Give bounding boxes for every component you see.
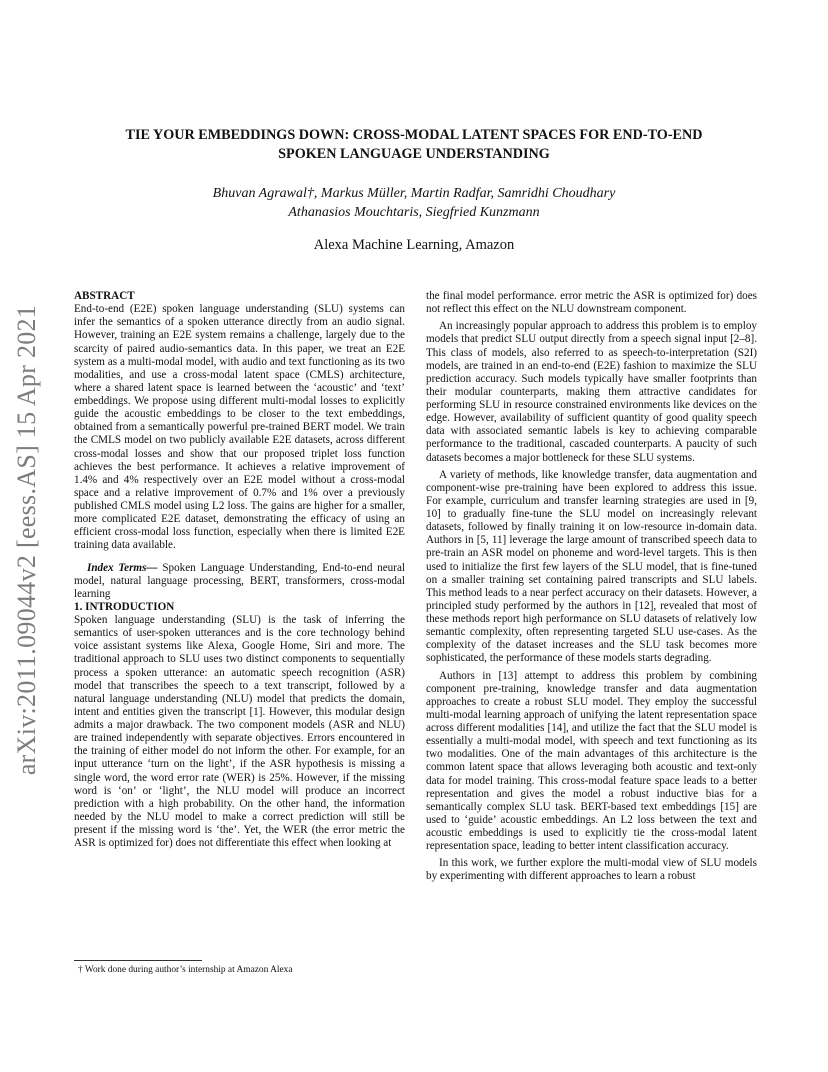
- intro-heading: 1. INTRODUCTION: [74, 600, 175, 613]
- abstract-heading: ABSTRACT: [74, 290, 135, 302]
- left-column: [74, 290, 405, 850]
- right-column: [426, 290, 757, 884]
- intro-paragraph-5: In this work, we further explore the multi-modal view of SLU models by experimenting with different approaches to learn a robust: [426, 857, 757, 883]
- affiliation: Alexa Machine Learning, Amazon: [313, 237, 515, 253]
- footnote: † Work done during author’s internship at Amazon Alexa: [78, 965, 293, 975]
- abstract-text: End-to-end (E2E) spoken language understanding (SLU) systems can infer the semantics of a spoken utterance directly from an audio signal. However, training an E2E system remains a challenge, largely due to the scarcity of paired audio-semantics data. In this paper, we treat an E2E system as a multi-modal model, with audio and text functioning as its two modalities, and use a cross-modal latent space (CMLS) architecture, where a shared latent space is learned between the ‘acoustic’ and ‘text’ embeddings. We propose using different multi-modal losses to explicitly guide the acoustic embeddings to be closer to the text embeddings, obtained from a semantically powerful pre-trained BERT model. We train the CMLS model on two publicly available E2E datasets, across different cross-modal losses and show that our proposed triplet loss function achieves the best performance. It achieves a relative improvement of 1.4% and 4% respectively over an E2E model without a cross-modal space and a relative improvement of 0.7% and 1% over a previously published CMLS model using L2 loss. The gains are higher for a smaller, more complicated E2E dataset, demonstrating the efficacy of using an efficient cross-modal loss function, especially when there is limited E2E training data available.: [74, 303, 405, 552]
- arxiv-identifier: arXiv:2011.09044v2 [eess.AS] 15 Apr 2021: [12, 304, 41, 776]
- title-line-2: SPOKEN LANGUAGE UNDERSTANDING: [278, 146, 550, 162]
- index-terms-label: Index Terms—: [87, 561, 158, 574]
- footnote-divider: [74, 960, 202, 961]
- title-line-1: TIE YOUR EMBEDDINGS DOWN: CROSS-MODAL LATENT SPACES FOR END-TO-END: [125, 127, 703, 143]
- paper-title: [60, 126, 768, 164]
- intro-paragraph-1-continued: the final model performance. error metric the ASR is optimized for) does not reflect this effect on the NLU downstream component.: [426, 290, 757, 316]
- author-list: [60, 184, 768, 222]
- authors-line-2: Athanasios Mouchtaris, Siegfried Kunzmann: [288, 205, 540, 220]
- intro-paragraph-2: An increasingly popular approach to address this problem is to employ models that predict SLU output directly from a speech signal input [2–8]. This class of models, also referred to as speech-to-interpretation (S2I) models, are trained in an end-to-end (E2E) fashion to maximize the SLU prediction accuracy. Such models typically have smaller footprints than their modular counterparts, making them attractive candidates for performing SLU in resource constrained environments like devices on the edge. However, availability of sufficient quantity of good quality speech data with associated semantic labels is key to achieving comparable performance to the traditional, cascaded counterparts. A paucity of such datasets becomes a major bottleneck for these SLU systems.: [426, 320, 757, 464]
- index-terms: [74, 562, 405, 601]
- index-terms-text: Spoken Language Understanding, End-to-end neural model, natural language processing, BERT, transformers, cross-modal learning: [74, 561, 405, 600]
- intro-paragraph-1: Spoken language understanding (SLU) is the task of inferring the semantics of user-spoken utterances and is the core technology behind voice assistant systems like Alexa, Google Home, Siri and more. The traditional approach to SLU uses two distinct components to sequentially process a spoken utterance: an automatic speech recognition (ASR) model that transcribes the speech to a text transcript, followed by a natural language understanding (NLU) model that predicts the domain, intent and entities given the transcript [1]. However, this modular design admits a major drawback. The two component models (ASR and NLU) are trained independently with separate objectives. Errors encountered in the training of either model do not inform the other. For example, for an input utterance ‘turn on the light’, if the ASR hypothesis is missing a single word, the word error rate (WER) is 25%. However, if the missing word is ‘on’ or ‘light’, the NLU model will produce an incorrect prediction with a high probability. On the other hand, the information needed by the NLU model to make a correct prediction will still be present if the missing word is ‘the’. Yet, the WER (the error metric the ASR is optimized for) does not differentiate this effect when looking at: [74, 614, 405, 850]
- intro-paragraph-4: Authors in [13] attempt to address this problem by combining component pre-training, knowledge transfer and data augmentation approaches to create a robust SLU model. They employ the successful multi-modal learning approach of unifying the latent representation space across different modalities [14], and utilize the fact that the SLU model is essentially a multi-modal model, with speech and text functioning as its two modalities. One of the main advantages of this architecture is the common latent space that allows leveraging both acoustic and text-only data for model training. This cross-modal feature space leads to a better representation and gives the model a robust inductive bias for a semantically complex SLU task. BERT-based text embeddings [15] are used to ‘guide’ acoustic embeddings. An L2 loss between the text and acoustic embeddings is used to explicitly tie the cross-modal latent representation space, leading to better intent classification accuracy.: [426, 669, 757, 853]
- intro-paragraph-3: A variety of methods, like knowledge transfer, data augmentation and component-wise pre-training have been explored to address this issue. For example, curriculum and transfer learning strategies are used in [9, 10] to gradually fine-tune the SLU model on increasingly relevant datasets, followed by finally training it on low-resource in-domain data. Authors in [5, 11] leverage the large amount of transcribed speech data to pre-train an ASR model on phoneme and word-level targets. This is then used to initialize the first few layers of the SLU model, that is fine-tuned on a smaller training set containing paired transcripts and SLU labels. This method leads to a near perfect accuracy on their datasets. However, a principled study performed by the authors in [12], revealed that most of these methods report high performance on SLU datasets of relatively low semantic complexity, often representing targeted SLU use-cases. As the complexity of the dataset increases and the SLU task becomes more sophisticated, the performance of these models starts degrading.: [426, 468, 757, 665]
- authors-line-1: Bhuvan Agrawal†, Markus Müller, Martin Radfar, Samridhi Choudhary: [212, 186, 616, 201]
